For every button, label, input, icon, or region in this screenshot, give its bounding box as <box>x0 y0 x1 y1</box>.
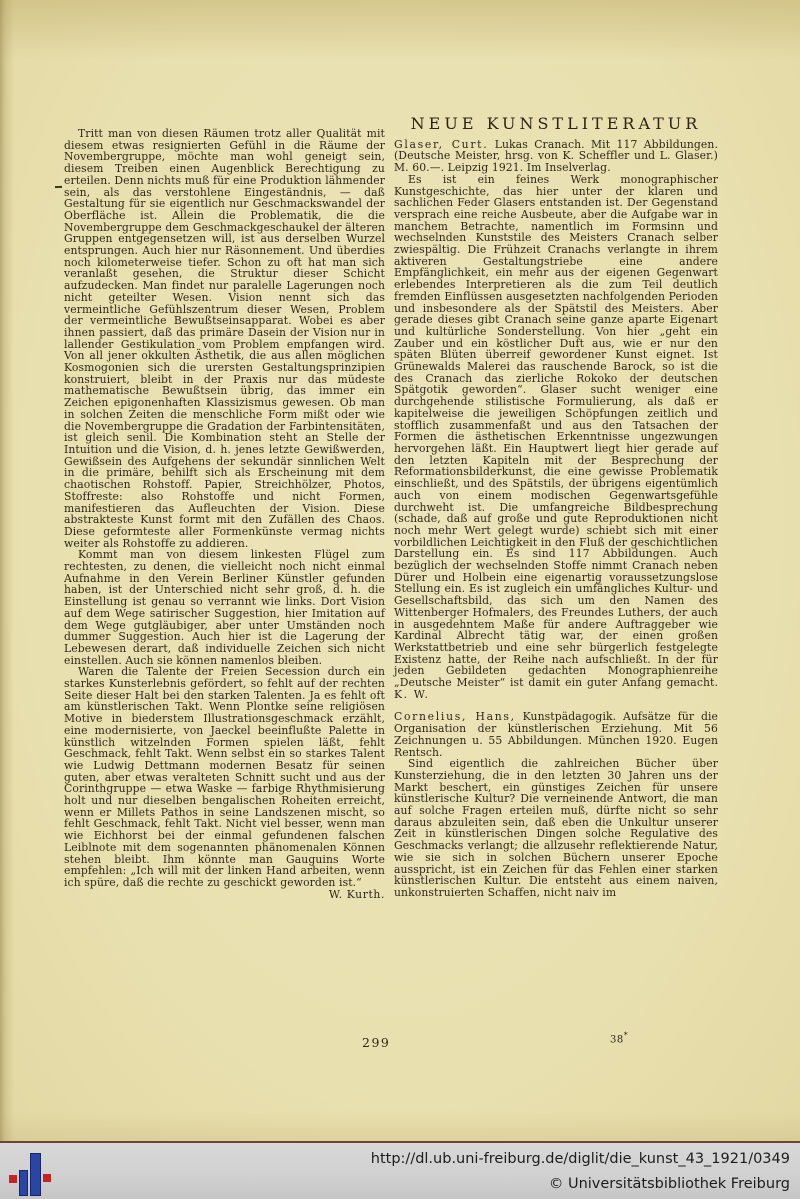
reviewer-initials: K. W. <box>394 687 430 701</box>
section-heading: NEUE KUNSTLITERATUR <box>410 114 702 133</box>
book-author: Cornelius, Hans, <box>394 710 516 724</box>
book-review-entry <box>394 711 718 898</box>
paragraph-text: Waren die Talente der Freien Secession durch ein starkes Kunsterlebnis gefördert, so fehlt auf der rechten Seite dieser Halt bei den starken Talenten. Ja es fehlt oft am künstlerischen Takt. Wenn Plontke seine religiösen Motive in biederstem Illustrationsgeschmack erzählt, eine modernisierte, von Jaeckel beeinflußte Palette in künstlich witzelnden Formen spielen läßt, fehlt Geschmack, fehlt Takt. Wenn selbst ein so starkes Talent wie Ludwig Dettmann modernen Besatz für seinen guten, aber etwas veralteten Schnitt sucht und aus der Corinthgruppe — etwa Waske — farbige Rhythmisierung holt und nur dieselben bengalischen Roheiten erreicht, wenn er Millets Pathos in seine Landszenen mischt, so fehlt Geschmack, fehlt Takt. Nicht viel besser, wenn man wie Eichhorst bei der einmal gefundenen falschen Leiblnote mit dem sogenannten phänomenalen Können stehen bleibt. Ihm könnte man Gauguins Worte empfehlen: „Ich will mit der linken Hand arbeiten, wenn ich spüre, daß die rechte zu geschickt geworden ist.“ <box>64 665 385 889</box>
sheet-number: 38 <box>610 1034 624 1046</box>
review-text: Es ist ein feines Werk monographischer Kunstgeschichte, das hier unter der klaren und sachlichen Feder Glasers entstanden ist. Der Gegenstand versprach eine reiche Ausbeute, aber die Aufgabe war in manchem Betrachte, namentlich im Formsinn und wechselnden Kunststile des Meisters Cranach selber zwiespältig. Die Frühzeit Cranachs verlangte in ihrem aktiveren Gestaltungstriebe eine andere Empfänglichkeit, ein mehr aus der eigenen Gegenwart erlebendes Interpretieren als die zum Teil deutlich fremden Einflüssen ausgesetzten nachfolgenden Perioden und insbesondere als der Spätstil des Meisters. Aber gerade dieses gibt Cranach seine ganze aparte Eigenart und kultürliche Sonderstellung. Von hier „geht ein Zauber und ein köstlicher Duft aus, wie er nur den späten Blüten überreif gewordener Kunst eignet. Ist Grünewalds Malerei das rauschende Barock, so ist die des Cranach das zierliche Rokoko der deutschen Spätgotik geworden“. Glaser sucht weniger eine durchgehende stilistische Formulierung, als daß er kapitelweise die jeweiligen Schöpfungen zeitlich und stofflich zusammenfaßt und aus den Tatsachen der Formen die ästhetischen Erkenntnisse ungezwungen hervorgehen läßt. Ein Hauptwert liegt hier gerade auf den letzten Kapiteln mit der Besprechung der Reformationsbilderkunst, die eine gewisse Problematik einschließt, und des Spätstils, der übrigens eigentümlich auch von einem modischen Gegenwartsgefühle durchweht ist. Die umfangreiche Bildbesprechung (schade, daß auf große und gute Reproduktionen nicht noch mehr Wert gelegt wurde) schiebt sich mit einer vorbildlichen Leichtigkeit in den Fluß der geschichtlichen Darstellung ein. Es sind 117 Abbildungen. Auch bezüglich der wechselnden Stoffe nimmt Cranach neben Dürer und Holbein eine eigenartig voraussetzungslose Stellung ein. Es ist zugleich ein umfängliches Kultur- und Gesellschaftsbild, das sich um den Namen des Wittenberger Hofmalers, des Freundes Luthers, der auch in ausgedehntem Maße für andere Auftraggeber wie Kardinal Albrecht tätig war, der einen großen Werkstattbetrieb und eine sehr bürgerlich festgelegte Existenz hatte, der Reihe nach aufschließt. In der für jeden Gebildeten gedachten Monographienreihe „Deutsche Meister“ ist damit ein guter Anfang gemacht. <box>394 172 718 690</box>
logo-blue-bar-tall <box>30 1153 41 1196</box>
margin-mark <box>55 186 62 188</box>
left-column <box>64 128 385 900</box>
paragraph: Tritt man von diesen Räumen trotz aller Qualität mit diesem etwas resignierten Gefühl in die Räume der Novembergruppe, möchte man wohl geneigt sein, diesem Treiben einen Augenblick Berechtigung zu erteilen. Denn nichts muß für eine Produktion lähmender sein, als das verstohlene Eingeständnis, — daß Gestaltung für sie eigentlich nur Geschmackswandel der Oberfläche ist. Allein die Problematik, die die Novembergruppe dem Geschmackgeschaukel der älteren Gruppen entgegensetzen will, ist aus derselben Wurzel entsprungen. Auch hier nur Räsonnement. Und überdies noch kilometerweise tiefer. Schon zu oft hat man sich veranlaßt gesehen, die Struktur dieser Schicht aufzudecken. Man findet nur paralelle Lagerungen noch nicht geteilter Wesen. Vision nennt sich das vermeintliche Gefühlszentrum dieser Wesen, Problem der vermeintliche Bewußtseinsapparat. Wobei es aber ihnen passiert, daß das primäre Dasein der Vision nur in lallender Gestikulation vom Problem empfangen wird. Von all jener okkulten Ästhetik, die aus allen möglichen Kosmogonien sich die urersten Gestaltungsprinzipien konstruiert, bleibt in der Praxis nur das müdeste mathematische Bewußtsein übrig, das immer ein Zeichen epigonenhaften Klassizismus gewesen. Ob man in solchen Zeiten die menschliche Form mißt oder wie die Novembergruppe die Gradation der Farbintensitäten, ist gleich senil. Die Kombination steht an Stelle der Intuition und die Vision, d. h. jenes letzte Gewißwerden, Gewißsein des Aufgehens der sekundär sinnlichen Welt in die primäre, behilft sich als Erscheinung mit dem chaotischen Rohstoff. Papier, Streichhölzer, Photos, Stoffreste: also Rohstoffe und nicht Formen, manifestieren das Aufleuchten der Vision. Diese abstrakteste Kunst formt mit den Zufällen des Chaos. Diese geformteste aller Formenkünste vermag nichts weiter als Rohstoffe zu addieren. <box>64 127 385 550</box>
paragraph <box>64 665 385 901</box>
right-column <box>394 114 719 899</box>
author-signature: W. Kurth. <box>328 887 385 901</box>
logo-red-square-right <box>43 1174 51 1182</box>
paragraph: Kommt man von diesem linkesten Flügel zum rechtesten, zu denen, die vielleicht noch nicht einmal Aufnahme in den Verein Berliner Künstler gefunden haben, ist der Unterschied nicht sehr groß, d. h. die Einstellung ist genau so verrannt wie links. Dort Vision auf dem Wege satirischer Suggestion, hier Imitation auf dem Wege gutgläubiger, aber unter Umständen noch dummer Suggestion. Auch hier ist die Lagerung der Lebewesen derart, daß individuelle Zeichen sich nicht einstellen. Auch sie können namenlos bleiben. <box>64 548 385 667</box>
book-citation <box>394 711 718 758</box>
source-url: http://dl.ub.uni-freiburg.de/diglit/die_kunst_43_1921/0349 <box>370 1151 790 1167</box>
sheet-star: * <box>623 1031 629 1040</box>
footer-text-block <box>371 1146 790 1196</box>
book-citation-rest: Kunstpädagogik. Aufsätze für die Organisation der künstlerischen Erziehung. Mit 56 Zeichnungen u. 55 Abbildungen. München 1920. Eugen Rentsch. <box>394 710 718 759</box>
review-text: Sind eigentlich die zahlreichen Bücher über Kunsterziehung, die in den letzten 30 Jahren uns der Markt beschert, ein günstiges Zeichen für unsere künstlerische Kultur? Die verneinende Antwort, die man auf solche Fragen erteilen muß, dürfte nicht so sehr daraus abzuleiten sein, daß eben die Unkultur unserer Zeit in künstlerischen Dingen solche Regulative des Geschmacks verlangt; die allzusehr reflektierende Natur, wie sie sich in solchen Büchern unserer Epoche ausspricht, ist ein Zeichen für das Fehlen einer starken künstlerischen Kultur. Die entsteht aus einem naiven, unkonstruierten Schaffen, nicht naiv im <box>394 757 718 899</box>
digitization-footer <box>0 1141 800 1199</box>
book-citation <box>394 139 718 174</box>
copyright-notice: © Universitätsbibliothek Freiburg <box>548 1176 790 1192</box>
book-author: Glaser, Curt. <box>394 137 489 151</box>
review-body <box>394 174 718 701</box>
page-number: 299 <box>362 1035 391 1050</box>
book-citation-rest: Lukas Cranach. Mit 117 Abbildungen. (Deutsche Meister, hrsg. von K. Scheffler und L. Glaser.) M. 60.—. Leipzig 1921. Im Inselverlag. <box>394 137 719 175</box>
logo-blue-bar-short <box>19 1170 28 1196</box>
logo-red-square-left <box>9 1175 17 1183</box>
review-body <box>394 758 718 898</box>
ub-freiburg-logo <box>8 1143 68 1199</box>
sheet-signature-mark <box>610 1031 628 1045</box>
book-review-entry <box>394 139 718 701</box>
